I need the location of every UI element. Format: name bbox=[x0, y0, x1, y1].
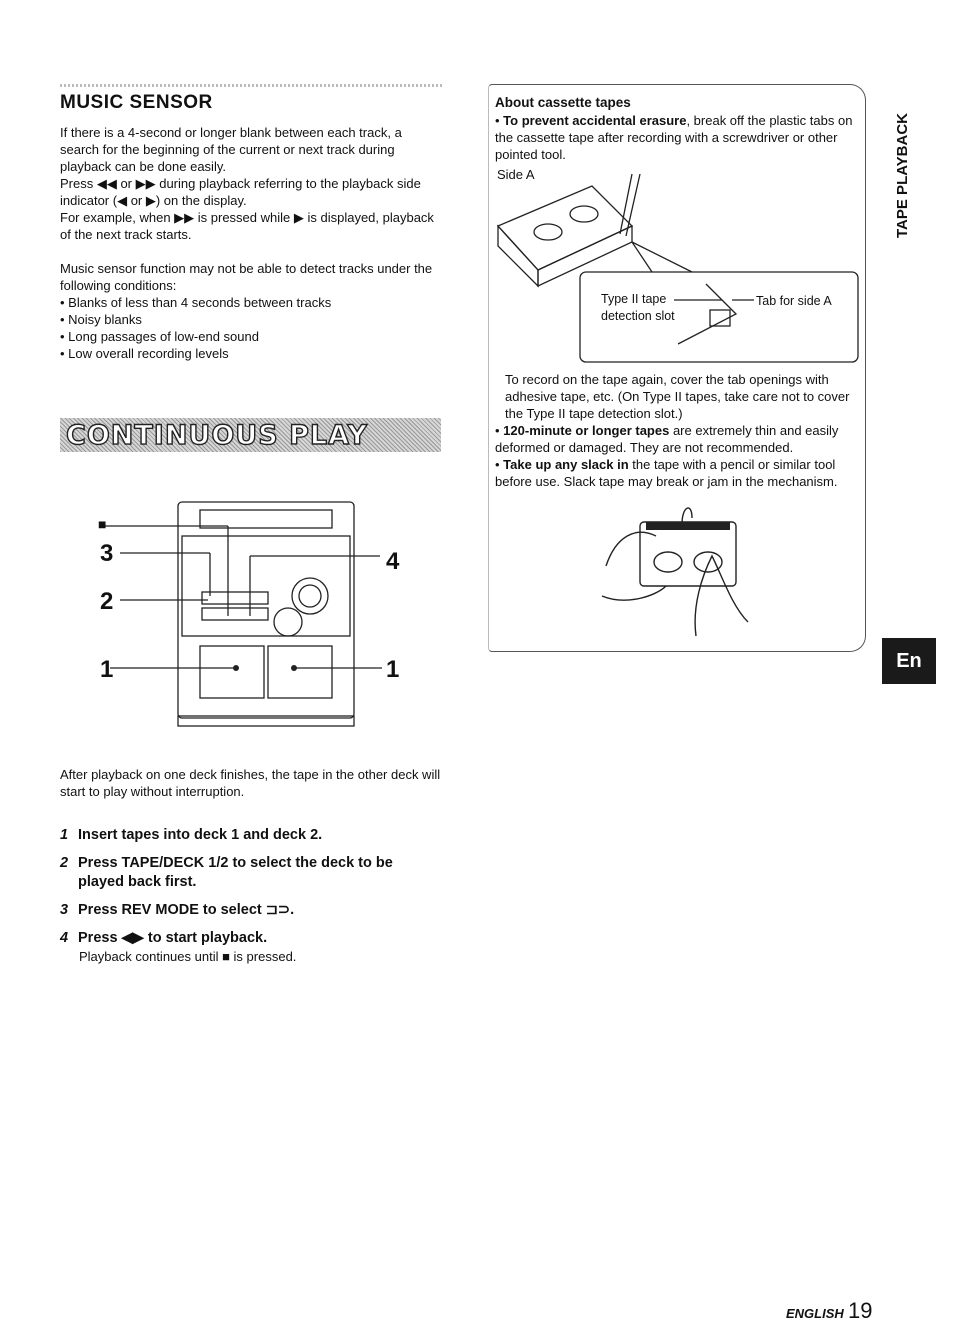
header-rule bbox=[60, 84, 442, 87]
music-sensor-title: MUSIC SENSOR bbox=[60, 92, 213, 113]
language-tab: En bbox=[882, 638, 936, 684]
step-2: 2 Press TAPE/DECK 1/2 to select the deck to be played back first. bbox=[60, 855, 393, 890]
paragraph: If there is a 4-second or longer blank between each track, a search for the beginning of the current or next track during playback can be done easily. bbox=[60, 125, 402, 174]
cassette-bullet-1: • To prevent accidental erasure, break off the plastic tabs on the cassette tape after recording with a screwdriver or other pointed tool. bbox=[495, 113, 853, 162]
type2-slot-label: Type II tape detection slot bbox=[601, 292, 675, 323]
list-item: • Noisy blanks bbox=[60, 311, 444, 328]
side-a-label: Side A bbox=[497, 167, 535, 182]
step-4: 4 Press ◀▶ to start playback. bbox=[60, 930, 268, 946]
paragraph: Music sensor function may not be able to detect tracks under the following conditions: bbox=[60, 261, 433, 293]
page-number: 19 bbox=[848, 1298, 873, 1323]
callout-1-right: 1 bbox=[386, 656, 400, 683]
list-item: • Long passages of low-end sound bbox=[60, 328, 444, 345]
callout-2: 2 bbox=[100, 588, 114, 615]
list-item: • Blanks of less than 4 seconds between tracks bbox=[60, 294, 444, 311]
list-item: • Low overall recording levels bbox=[60, 345, 444, 362]
step-4-note: Playback continues until ■ is pressed. bbox=[79, 949, 297, 964]
cassette-bullet-3: • Take up any slack in the tape with a pencil or similar tool before use. Slack tape may break or jam in the mechanism. bbox=[495, 457, 838, 489]
continuous-play-intro: After playback on one deck finishes, the tape in the other deck will start to play without interruption. bbox=[60, 767, 441, 799]
side-section-tab bbox=[886, 82, 916, 242]
footer-language: ENGLISH bbox=[786, 1306, 844, 1321]
callout-stop: ■ bbox=[98, 516, 107, 532]
cassette-title: About cassette tapes bbox=[495, 95, 631, 110]
music-sensor-body bbox=[60, 124, 444, 362]
step-1: 1 Insert tapes into deck 1 and deck 2. bbox=[60, 827, 323, 843]
step-3: 3 Press REV MODE to select ⊐⊃. bbox=[60, 902, 295, 918]
cassette-bullet-2: • 120-minute or longer tapes are extremely thin and easily deformed or damaged. They are not recommended. bbox=[495, 423, 839, 455]
continuous-play-title: CONTINUOUS PLAY bbox=[66, 420, 368, 451]
hands-cassette-illustration bbox=[596, 496, 766, 642]
cassette-illustration bbox=[492, 166, 862, 366]
paragraph: For example, when ▶▶ is pressed while ▶ is displayed, playback of the next track starts. bbox=[60, 210, 434, 242]
callout-3: 3 bbox=[100, 540, 114, 567]
paragraph: Press ◀◀ or ▶▶ during playback referring to the playback side indicator (◀ or ▶) on the display. bbox=[60, 176, 421, 208]
callout-4: 4 bbox=[386, 548, 400, 575]
record-again-paragraph: To record on the tape again, cover the tab openings with adhesive tape, etc. (On Type II tapes, take care not to cover the Type II tape detection slot.) bbox=[505, 372, 850, 421]
continuous-play-banner bbox=[60, 418, 441, 452]
stereo-illustration bbox=[90, 496, 420, 732]
side-tab-label: TAPE PLAYBACK bbox=[894, 112, 911, 238]
callout-1-left: 1 bbox=[100, 656, 114, 683]
tab-side-a-label: Tab for side A bbox=[756, 294, 832, 308]
